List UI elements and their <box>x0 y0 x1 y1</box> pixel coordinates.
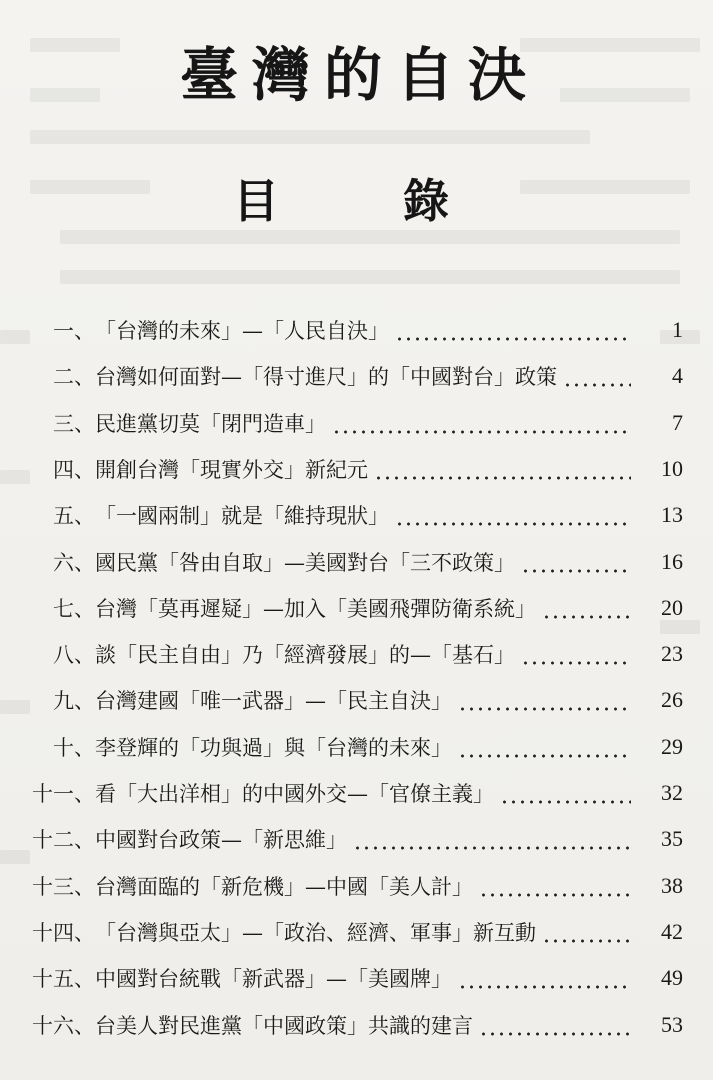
toc-leader-dots <box>458 985 631 989</box>
toc-entry-number: 七、 <box>53 596 95 621</box>
toc-leader-dots <box>332 430 631 434</box>
toc-entry-title: 國民黨「咎由自取」—美國對台「三不政策」 <box>95 550 515 575</box>
toc-leader-dots <box>458 754 631 758</box>
toc-entry-title: 中國對台統戰「新武器」—「美國牌」 <box>95 967 452 992</box>
toc-entry <box>0 353 713 399</box>
toc-entry-page: 29 <box>661 733 683 759</box>
toc-leader-dots <box>479 1032 631 1036</box>
toc-entry <box>0 492 713 538</box>
toc-entry-number: 十六、 <box>32 1013 95 1038</box>
toc-entry-title: 開創台灣「現實外交」新紀元 <box>95 457 368 482</box>
toc-entry <box>0 955 713 1001</box>
toc-entry <box>0 724 713 770</box>
toc-entry <box>0 585 713 631</box>
toc-leader-dots <box>395 522 631 526</box>
toc-entry-number: 四、 <box>53 457 95 482</box>
toc-entry-title: 台灣「莫再遲疑」—加入「美國飛彈防衛系統」 <box>95 596 536 621</box>
toc-entry-number: 三、 <box>53 411 95 436</box>
toc-entry-title: 民進黨切莫「閉門造車」 <box>95 411 326 436</box>
toc-entry-title: 看「大出洋相」的中國外交—「官僚主義」 <box>95 782 494 806</box>
toc-leader-dots <box>521 569 631 573</box>
toc-entry <box>0 539 713 585</box>
toc-entry <box>0 863 713 909</box>
toc-entry-title: 「台灣的未來」—「人民自決」 <box>95 319 389 343</box>
toc-entry <box>0 909 713 955</box>
toc-entry-title: 談「民主自由」乃「經濟發展」的—「基石」 <box>95 643 515 668</box>
toc-entry-page: 35 <box>661 826 683 852</box>
toc-leader-dots <box>563 383 631 387</box>
toc-entry <box>0 1002 713 1048</box>
toc-entry <box>0 400 713 446</box>
toc-entry-page: 32 <box>661 780 683 805</box>
toc-entry-page: 10 <box>661 455 683 481</box>
toc-entry-page: 16 <box>661 548 683 574</box>
toc-entry <box>0 307 713 353</box>
toc-heading-right: 錄 <box>403 174 449 228</box>
toc-entry <box>0 816 713 862</box>
toc-entry-page: 13 <box>661 502 683 528</box>
toc-entry-page: 49 <box>661 965 683 991</box>
toc-entry-title: 「台灣與亞太」—「政治、經濟、軍事」新互動 <box>95 920 536 945</box>
toc-entry-page: 53 <box>661 1011 683 1037</box>
toc-entry-page: 38 <box>661 872 683 898</box>
toc-entry-title: 台灣面臨的「新危機」—中國「美人計」 <box>95 874 473 899</box>
toc-heading-left: 目 <box>233 174 279 228</box>
toc-entry-title: 中國對台政策—「新思維」 <box>95 828 347 853</box>
toc-entry-number: 十三、 <box>32 874 95 899</box>
toc-entry-number: 六、 <box>53 550 95 575</box>
toc-leader-dots <box>458 707 631 711</box>
toc-entry-number: 十五、 <box>32 967 95 992</box>
toc-entry-title: 李登輝的「功與過」與「台灣的未來」 <box>95 735 452 760</box>
toc-leader-dots <box>353 846 631 850</box>
toc-leader-dots <box>521 661 631 665</box>
toc-entry-number: 九、 <box>53 689 95 714</box>
toc-entry-number: 十一、 <box>32 782 95 806</box>
toc-entry-title: 「一國兩制」就是「維持現狀」 <box>95 504 389 529</box>
book-title: 臺灣的自決 <box>179 41 540 109</box>
toc-entry-page: 7 <box>672 409 683 435</box>
toc-entry-page: 26 <box>661 687 683 713</box>
toc-entry-title: 台美人對民進黨「中國政策」共識的建言 <box>95 1013 473 1038</box>
toc-entry-page: 20 <box>661 594 683 620</box>
toc-entry-number: 十四、 <box>32 920 95 945</box>
toc-leader-dots <box>500 800 631 804</box>
toc-entry <box>0 631 713 677</box>
toc-entry-page: 1 <box>672 317 683 342</box>
toc-entry-page: 42 <box>661 918 683 944</box>
toc-entry-number: 二、 <box>53 365 95 390</box>
toc-entry <box>0 677 713 723</box>
toc-leader-dots <box>374 476 631 480</box>
toc-leader-dots <box>395 337 631 341</box>
toc-leader-dots <box>542 615 631 619</box>
toc-entry-page: 23 <box>661 641 683 667</box>
toc-entry-number: 十、 <box>53 735 95 760</box>
toc-entry-number: 一、 <box>53 319 95 343</box>
toc-leader-dots <box>542 939 631 943</box>
toc-entry-number: 十二、 <box>32 828 95 853</box>
toc-entry-title: 台灣如何面對—「得寸進尺」的「中國對台」政策 <box>95 365 557 390</box>
toc-entry-number: 八、 <box>53 643 95 668</box>
toc-entry <box>0 770 713 816</box>
toc-entry-number: 五、 <box>53 504 95 529</box>
toc-entry <box>0 446 713 492</box>
toc-entry-page: 4 <box>672 363 683 389</box>
toc-leader-dots <box>479 893 631 897</box>
toc-entry-title: 台灣建國「唯一武器」—「民主自決」 <box>95 689 452 714</box>
